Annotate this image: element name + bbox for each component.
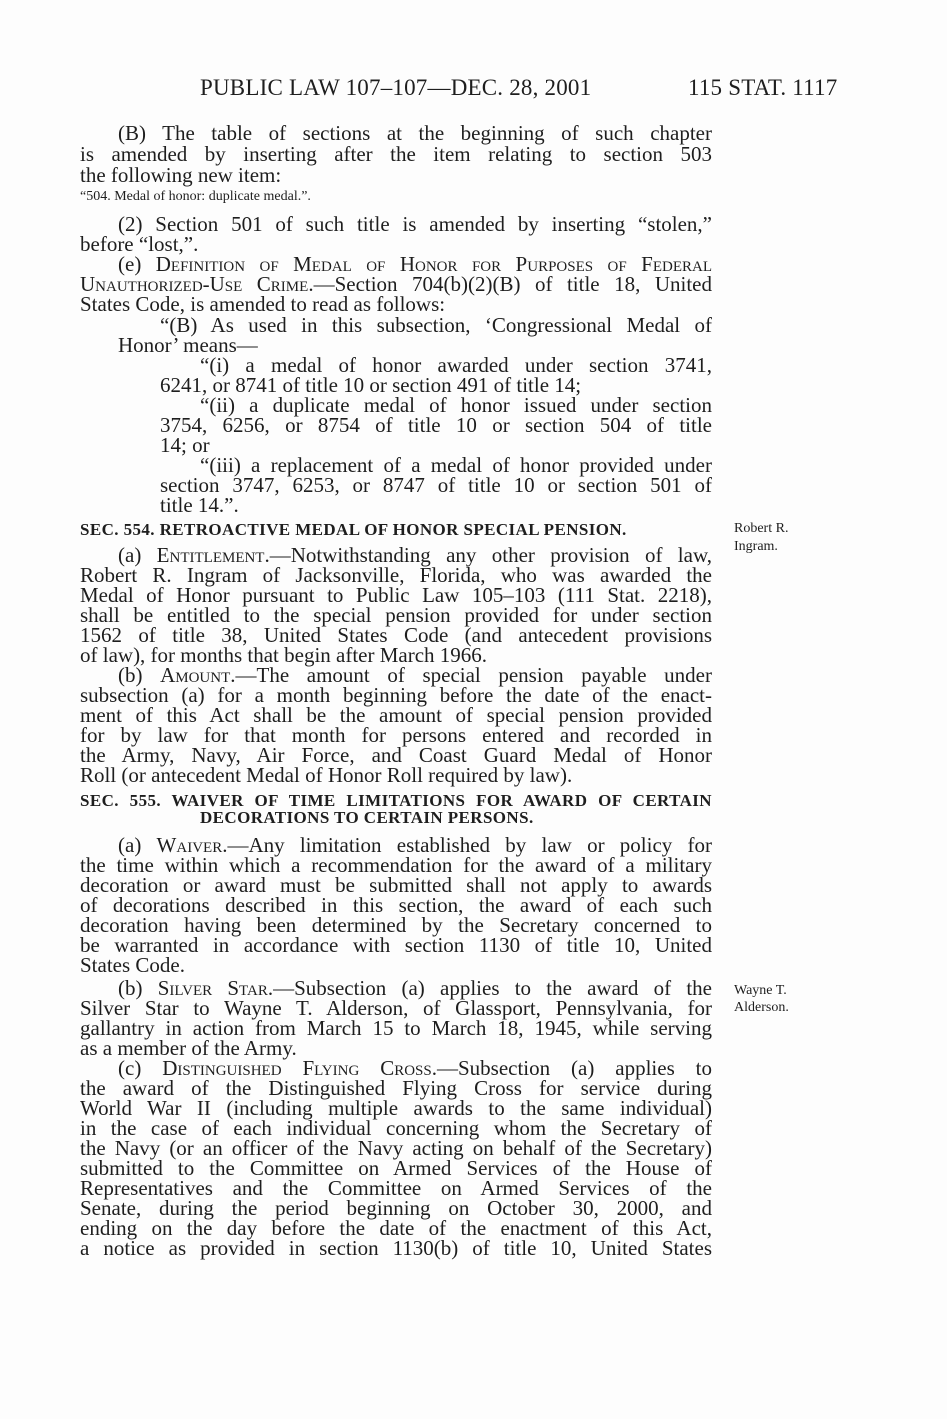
text-line: a notice as provided in section 1130(b) of title 10, United States [80,1236,712,1260]
text-line: the time within which a recommendation for the award of a military [80,853,712,877]
subsection-label: (b) [118,663,161,687]
text-line: “(ii) a duplicate medal of honor issued under section [200,393,712,417]
subsection-heading: Entitlement [156,543,265,567]
text-line: Honor’ means— [118,333,258,357]
subsection-heading: Waiver [156,833,223,857]
text-line: 1562 of title 38, United States Code (and antecedent provisions [80,623,712,647]
text-line: as a member of the Army. [80,1036,297,1060]
subsection-label: (c) [118,1056,163,1080]
text-line: shall be entitled to the special pension provided for under section [80,603,712,627]
text-line: ment of this Act shall be the amount of special pension provided [80,703,712,727]
subsection-heading: Silver Star [157,976,268,1000]
subsection-heading: Distinguished Flying Cross [162,1056,432,1080]
text-line: (B) The table of sections at the beginning of such chapter [118,121,712,145]
text-line: (2) Section 501 of such title is amended by inserting “stolen,” [118,212,712,236]
section-heading: DECORATIONS TO CERTAIN PERSONS. [200,808,534,827]
text-line: gallantry in action from March 15 to March 18, 1945, while serving [80,1016,712,1040]
text-line: Roll (or antecedent Medal of Honor Roll required by law). [80,763,573,787]
text-line: ending on the day before the date of the enactment of this Act, [80,1216,712,1240]
text-line: of law), for months that begin after March 1966. [80,643,488,667]
page-number: 115 STAT. 1117 [688,75,838,100]
text-line: Senate, during the period beginning on October 30, 2000, and [80,1196,712,1220]
text-line: for by law for that month for persons entered and recorded in [80,723,712,747]
text-run: .—The amount of special pension payable under [230,663,712,687]
text-line: States Code. [80,953,185,977]
text-line: in the case of each individual concerning whom the Secretary of [80,1116,712,1140]
text-line: “(iii) a replacement of a medal of honor provided under [200,453,712,477]
text-line: Representatives and the Committee on Armed Services of the [80,1176,712,1200]
running-head-title: PUBLIC LAW 107–107—DEC. 28, 2001 [200,75,592,100]
text-line: 14; or [160,433,210,457]
subsection-heading: Unauthorized-Use Crime [80,272,309,296]
text-run: .—Subsection (a) applies to [431,1056,712,1080]
text-line: 3754, 6256, or 8754 of title 10 or section 504 of title [160,413,712,437]
subsection-heading: Definition of Medal of Honor for Purposes of Federal [155,252,712,276]
text-line: subsection (a) for a month beginning before the date of the enact- [80,683,712,707]
margin-note: Ingram. [734,539,778,554]
text-line: submitted to the Committee on Armed Services of the House of [80,1156,712,1180]
text-line: the Army, Navy, Air Force, and Coast Guard Medal of Honor [80,743,712,767]
text-line: World War II (including multiple awards to the same individual) [80,1096,712,1120]
text-line: the following new item: [80,163,282,187]
text-line: Robert R. Ingram of Jacksonville, Florida, who was awarded the [80,563,712,587]
margin-note: Alderson. [734,1000,789,1015]
section-heading: SEC. 555. WAIVER OF TIME LIMITATIONS FOR AWARD OF CERTAIN [80,791,712,810]
text-line: the Navy (or an officer of the Navy acting on behalf of the Secretary) [80,1136,712,1160]
text-run: .—Notwithstanding any other provision of law, [264,543,712,567]
text-line: Medal of Honor pursuant to Public Law 105–103 (111 Stat. 2218), [80,583,712,607]
text-line: “(B) As used in this subsection, ‘Congressional Medal of [160,313,712,337]
subsection-label: (a) [118,543,157,567]
text-line: decoration having been determined by the Secretary concerned to [80,913,712,937]
text-line: of decorations described in this section, the award of each such [80,893,712,917]
text-line: be warranted in accordance with section 1130 of title 10, United [80,933,712,957]
subsection-heading: Amount [160,663,231,687]
text-run: .—Section 704(b)(2)(B) of title 18, United [308,272,712,296]
text-run: .—Subsection (a) applies to the award of the [267,976,712,1000]
subsection-label: (b) [118,976,158,1000]
text-line: before “lost,”. [80,232,199,256]
text-line: 6241, or 8741 of title 10 or section 491 of title 14; [160,373,582,397]
section-heading: SEC. 554. RETROACTIVE MEDAL OF HONOR SPECIAL PENSION. [80,520,627,539]
subsection-label: (a) [118,833,157,857]
text-line: the award of the Distinguished Flying Cross for service during [80,1076,712,1100]
text-line: section 3747, 6253, or 8747 of title 10 or section 501 of [160,473,712,497]
text-line: decoration or award must be submitted shall not apply to awards [80,873,712,897]
text-line: “(i) a medal of honor awarded under section 3741, [200,353,712,377]
subsection-label: (e) [118,252,156,276]
text-line: is amended by inserting after the item relating to section 503 [80,142,712,166]
text-line: Silver Star to Wayne T. Alderson, of Glassport, Pennsylvania, for [80,996,712,1020]
text-line: title 14.”. [160,493,239,517]
text-line: States Code, is amended to read as follows: [80,292,446,316]
margin-note: Robert R. [734,521,789,536]
margin-note: Wayne T. [734,983,787,998]
table-of-sections-item: “504. Medal of honor: duplicate medal.”. [80,189,311,204]
text-run: .—Any limitation established by law or policy for [222,833,712,857]
